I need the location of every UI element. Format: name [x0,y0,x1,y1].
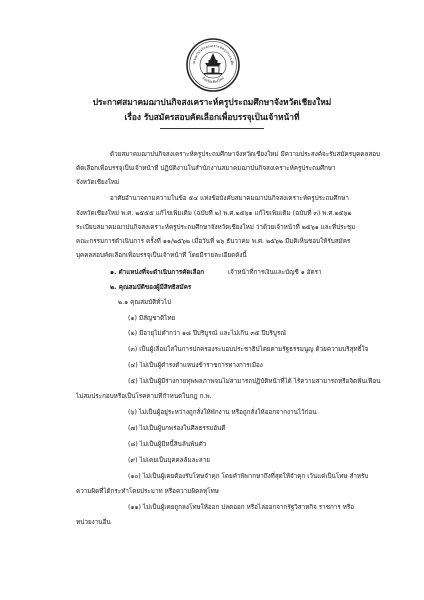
qualification-item-cont: หน่วยงานอื่น [76,519,111,526]
section-1-label: ๑. ตำแหน่งที่จะดำเนินการคัดเลือก [110,269,205,276]
seal-bottom-text: จังหวัดเชียงใหม่ [201,75,225,85]
qualification-item-cont: ไม่สมประกอบหรือเป็นโรคตามที่กำหนดในกฎ ก.พ. [76,393,212,400]
section-1-value: เจ้าหน้าที่การเงินและบัญชี ๑ อัตรา [228,269,322,276]
qualification-item: (๗) ไม่เป็นผู้บกพร่องในศีลธรรมอันดี [128,425,226,432]
announcement-subject: เรื่อง รับสมัครสอบคัดเลือกเพื่อบรรจุเป็นเจ้าหน้าที่ [124,112,300,122]
intro-line-2: คัดเลือกเพื่อบรรจุเป็นเจ้าหน้าที่ ปฏิบัติงานในสำนักงานสมาคมฌาปนกิจสงเคราะห์ครูประถมศึกษา [76,165,336,172]
section-2-sub: ๒.๑ คุณสมบัติทั่วไป [118,299,172,306]
qualification-item: (๔) ไม่เป็นผู้ดำรงตำแหน่งข้าราชการทางการเมือง [128,362,263,369]
title-divider [160,128,264,129]
qualification-item: (๖) ไม่เป็นผู้อยู่ระหว่างถูกสั่งให้พักงาน หรือถูกสั่งให้ออกจากงานไว้ก่อน [128,409,317,416]
authority-line-4: คณะกรรมการดำเนินการ ครั้งที่ ๑๑/๒๕๖๒ เมื่อวันที่ ๒๖ ธันวาคม พ.ศ. ๒๕๖๒ มีมติเห็นชอบให้รับสมัคร [76,238,351,245]
authority-line-3: ระเบียบสมาคมฌาปนกิจสงเคราะห์ครูประถมศึกษาจังหวัดเชียงใหม่ ว่าด้วยเจ้าหน้าที่ ๒๕๖๑ และที่ประชุม [76,224,356,231]
qualification-item: (๑) มีสัญชาติไทย [128,315,176,322]
qualification-item: (๑๑) ไม่เป็นผู้เคยถูกลงโทษให้ออก ปลดออก หรือไล่ออกจากรัฐวิสาหกิจ ราชการ หรือ [128,504,355,511]
qualification-item: (๙) ไม่เคยเป็นบุคคลล้มละลาย [128,457,210,464]
seal-top-text: าคมฌาปนกิจสงเคราะห์ครูประถมศึก [191,43,235,66]
association-seal [186,38,240,92]
qualification-item: (๒) มีอายุไม่ต่ำกว่า ๑๘ ปีบริบูรณ์ และไม่เกิน ๓๕ ปีบริบูรณ์ [128,330,287,337]
qualification-item: (๕) ไม่เป็นผู้มีร่างกายทุพพลภาพจนไม่สามารถปฏิบัติหน้าที่ได้ ไร้ความสามารถหรือจิตฟั่นเฟือน [128,378,381,385]
intro-line-1: ด้วยสมาคมฌาปนกิจสงเคราะห์ครูประถมศึกษาจังหวัดเชียงใหม่ มีความประสงค์จะรับสมัครบุคคลสอบ [110,151,381,158]
section-2-label: ๒. คุณสมบัติของผู้มีสิทธิสมัคร [110,284,192,291]
intro-line-3: จังหวัดเชียงใหม่ [76,179,120,186]
qualification-item: (๓) เป็นผู้เลื่อมใสในการปกครองระบอบประชาธิปไตยตามรัฐธรรมนูญ ด้วยความบริสุทธิ์ใจ [128,346,369,353]
qualification-item: (๑๐) ไม่เป็นผู้เคยต้องรับโทษจำคุก โดยคำพิพากษาถึงที่สุดให้จำคุก เว้นแต่เป็นโทษ สำหรับ [128,473,369,480]
svg-text:จังหวัดเชียงใหม่ [201,76,225,85]
announcement-title: ประกาศสมาคมฌาปนกิจสงเคราะห์ครูประถมศึกษาจังหวัดเชียงใหม่ [92,97,332,107]
temple-seal-icon [186,38,240,92]
qualification-item: (๘) ไม่เป็นผู้มีหนี้สินล้นพ้นตัว [128,441,207,448]
qualification-item-cont: ความผิดที่ได้กระทำโดยประมาท หรือความผิดลหุโทษ [76,488,219,495]
authority-line-2: จังหวัดเชียงใหม่ พ.ศ. ๒๕๕๕ แก้ไขเพิ่มเติม (ฉบับที่ ๒) พ.ศ.๒๕๖๑ แก้ไขเพิ่มเติม (ฉบับที่ ๓) พ.ศ.๒๕๖๒ [76,210,352,217]
authority-line-5: บุคคลสอบคัดเลือกเพื่อบรรจุเป็นเจ้าหน้าที่ โดยมีรายละเอียดดังนี้ [76,252,247,259]
authority-line-1: อาศัยอำนาจตามความในข้อ ๕๔ แห่งข้อบังคับสมาคมฌาปนกิจสงเคราะห์ครูประถมศึกษา [110,195,349,202]
